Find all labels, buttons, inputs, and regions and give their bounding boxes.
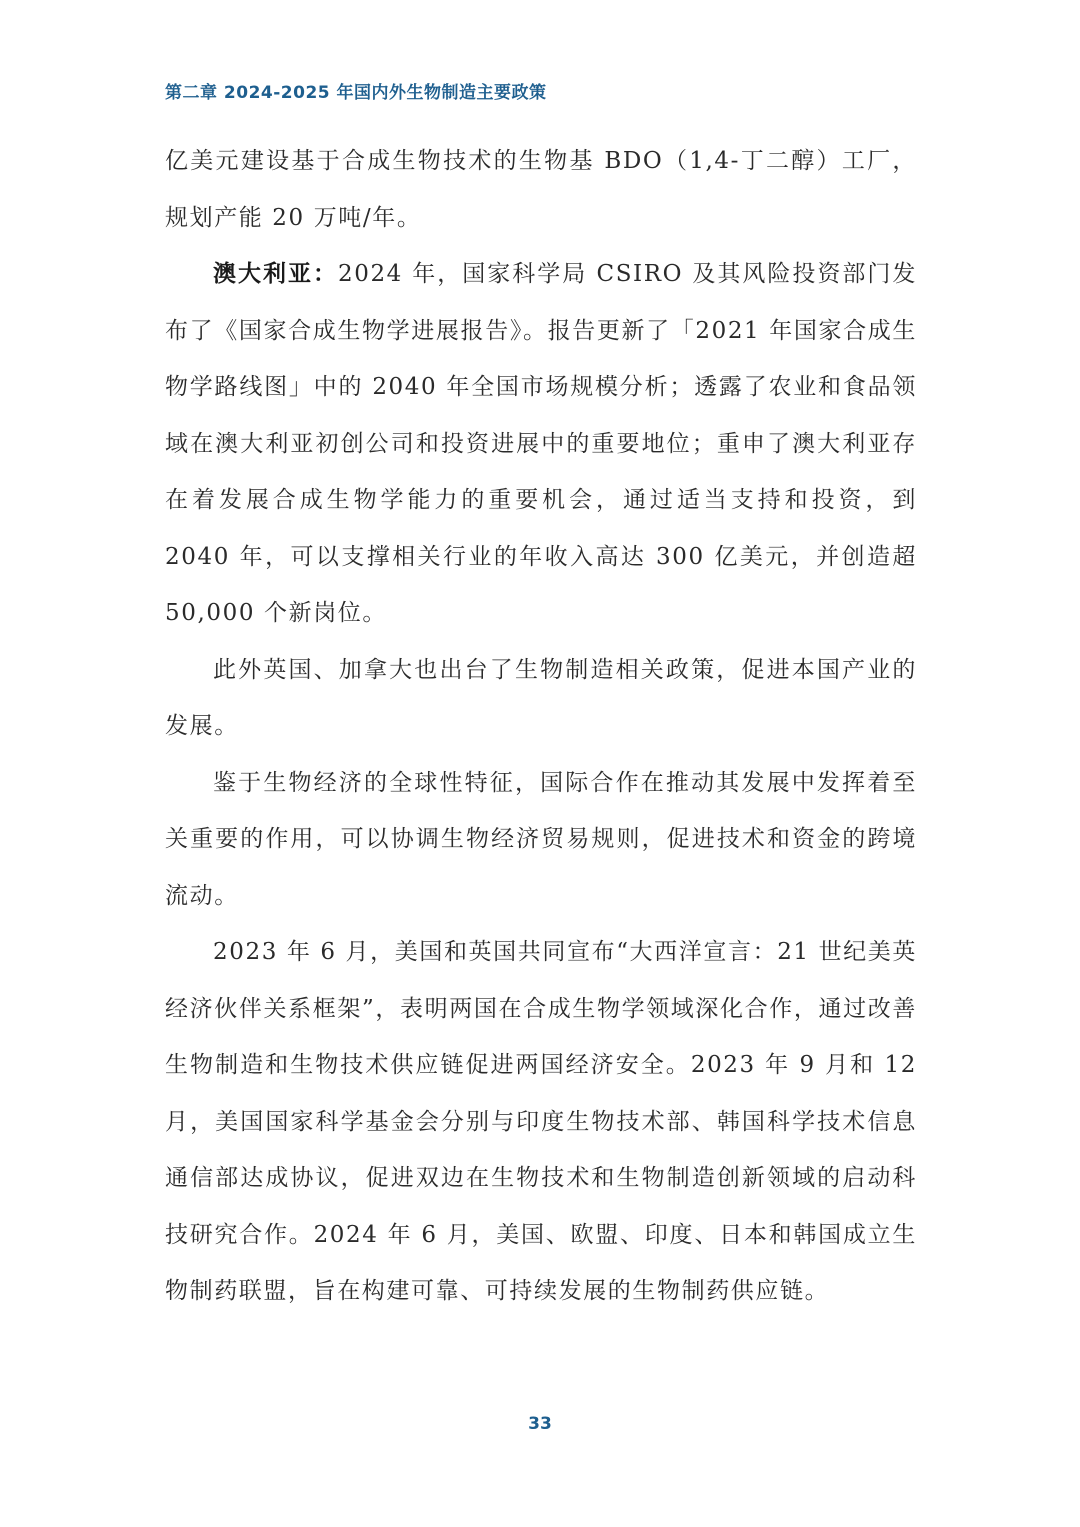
paragraph-text: 此外英国、加拿大也出台了生物制造相关政策，促进本国产业的发展。 — [165, 656, 917, 739]
paragraph-international-cooperation — [165, 755, 917, 925]
paragraph-lead-australia: 澳大利亚： — [213, 261, 338, 287]
paragraph-text: 鉴于生物经济的全球性特征，国际合作在推动其发展中发挥着至关重要的作用，可以协调生物经济贸易规则，促进技术和资金的跨境流动。 — [165, 769, 917, 909]
page-number: 33 — [528, 1414, 552, 1434]
paragraph-bilateral-agreements — [165, 924, 917, 1320]
running-header: 第二章 2024-2025 年国内外生物制造主要政策 — [165, 83, 547, 103]
paragraph-uk-canada — [165, 642, 917, 755]
body-text — [165, 133, 917, 1320]
paragraph-australia — [165, 246, 917, 642]
paragraph-bdo-plant — [165, 133, 917, 246]
paragraph-text: 亿美元建设基于合成生物技术的生物基 BDO（1,4-丁二醇）工厂，规划产能 20 万吨/年。 — [165, 148, 917, 231]
paragraph-text: 2024 年，国家科学局 CSIRO 及其风险投资部门发布了《国家合成生物学进展报告》。报告更新了「2021 年国家合成生物学路线图」中的 2040 年全国市场规模分析；透露了农业和食品领域在澳大利亚初创公司和投资进展中的重要地位；重申了澳大利亚存在着发展合成生物学能力的重要机会，通过适当支持和投资，到 2040 年，可以支撑相关行业的年收入高达 300 亿美元，并创造超 50,000 个新岗位。 — [165, 261, 917, 626]
paragraph-text: 2023 年 6 月，美国和英国共同宣布“大西洋宣言：21 世纪美英经济伙伴关系框架”，表明两国在合成生物学领域深化合作，通过改善生物制造和生物技术供应链促进两国经济安全。2023 年 9 月和 12 月，美国国家科学基金会分别与印度生物技术部、韩国科学技术信息通信部达成协议，促进双边在生物技术和生物制造创新领域的启动科技研究合作。2024 年 6 月，美国、欧盟、印度、日本和韩国成立生物制药联盟，旨在构建可靠、可持续发展的生物制药供应链。 — [165, 939, 917, 1304]
